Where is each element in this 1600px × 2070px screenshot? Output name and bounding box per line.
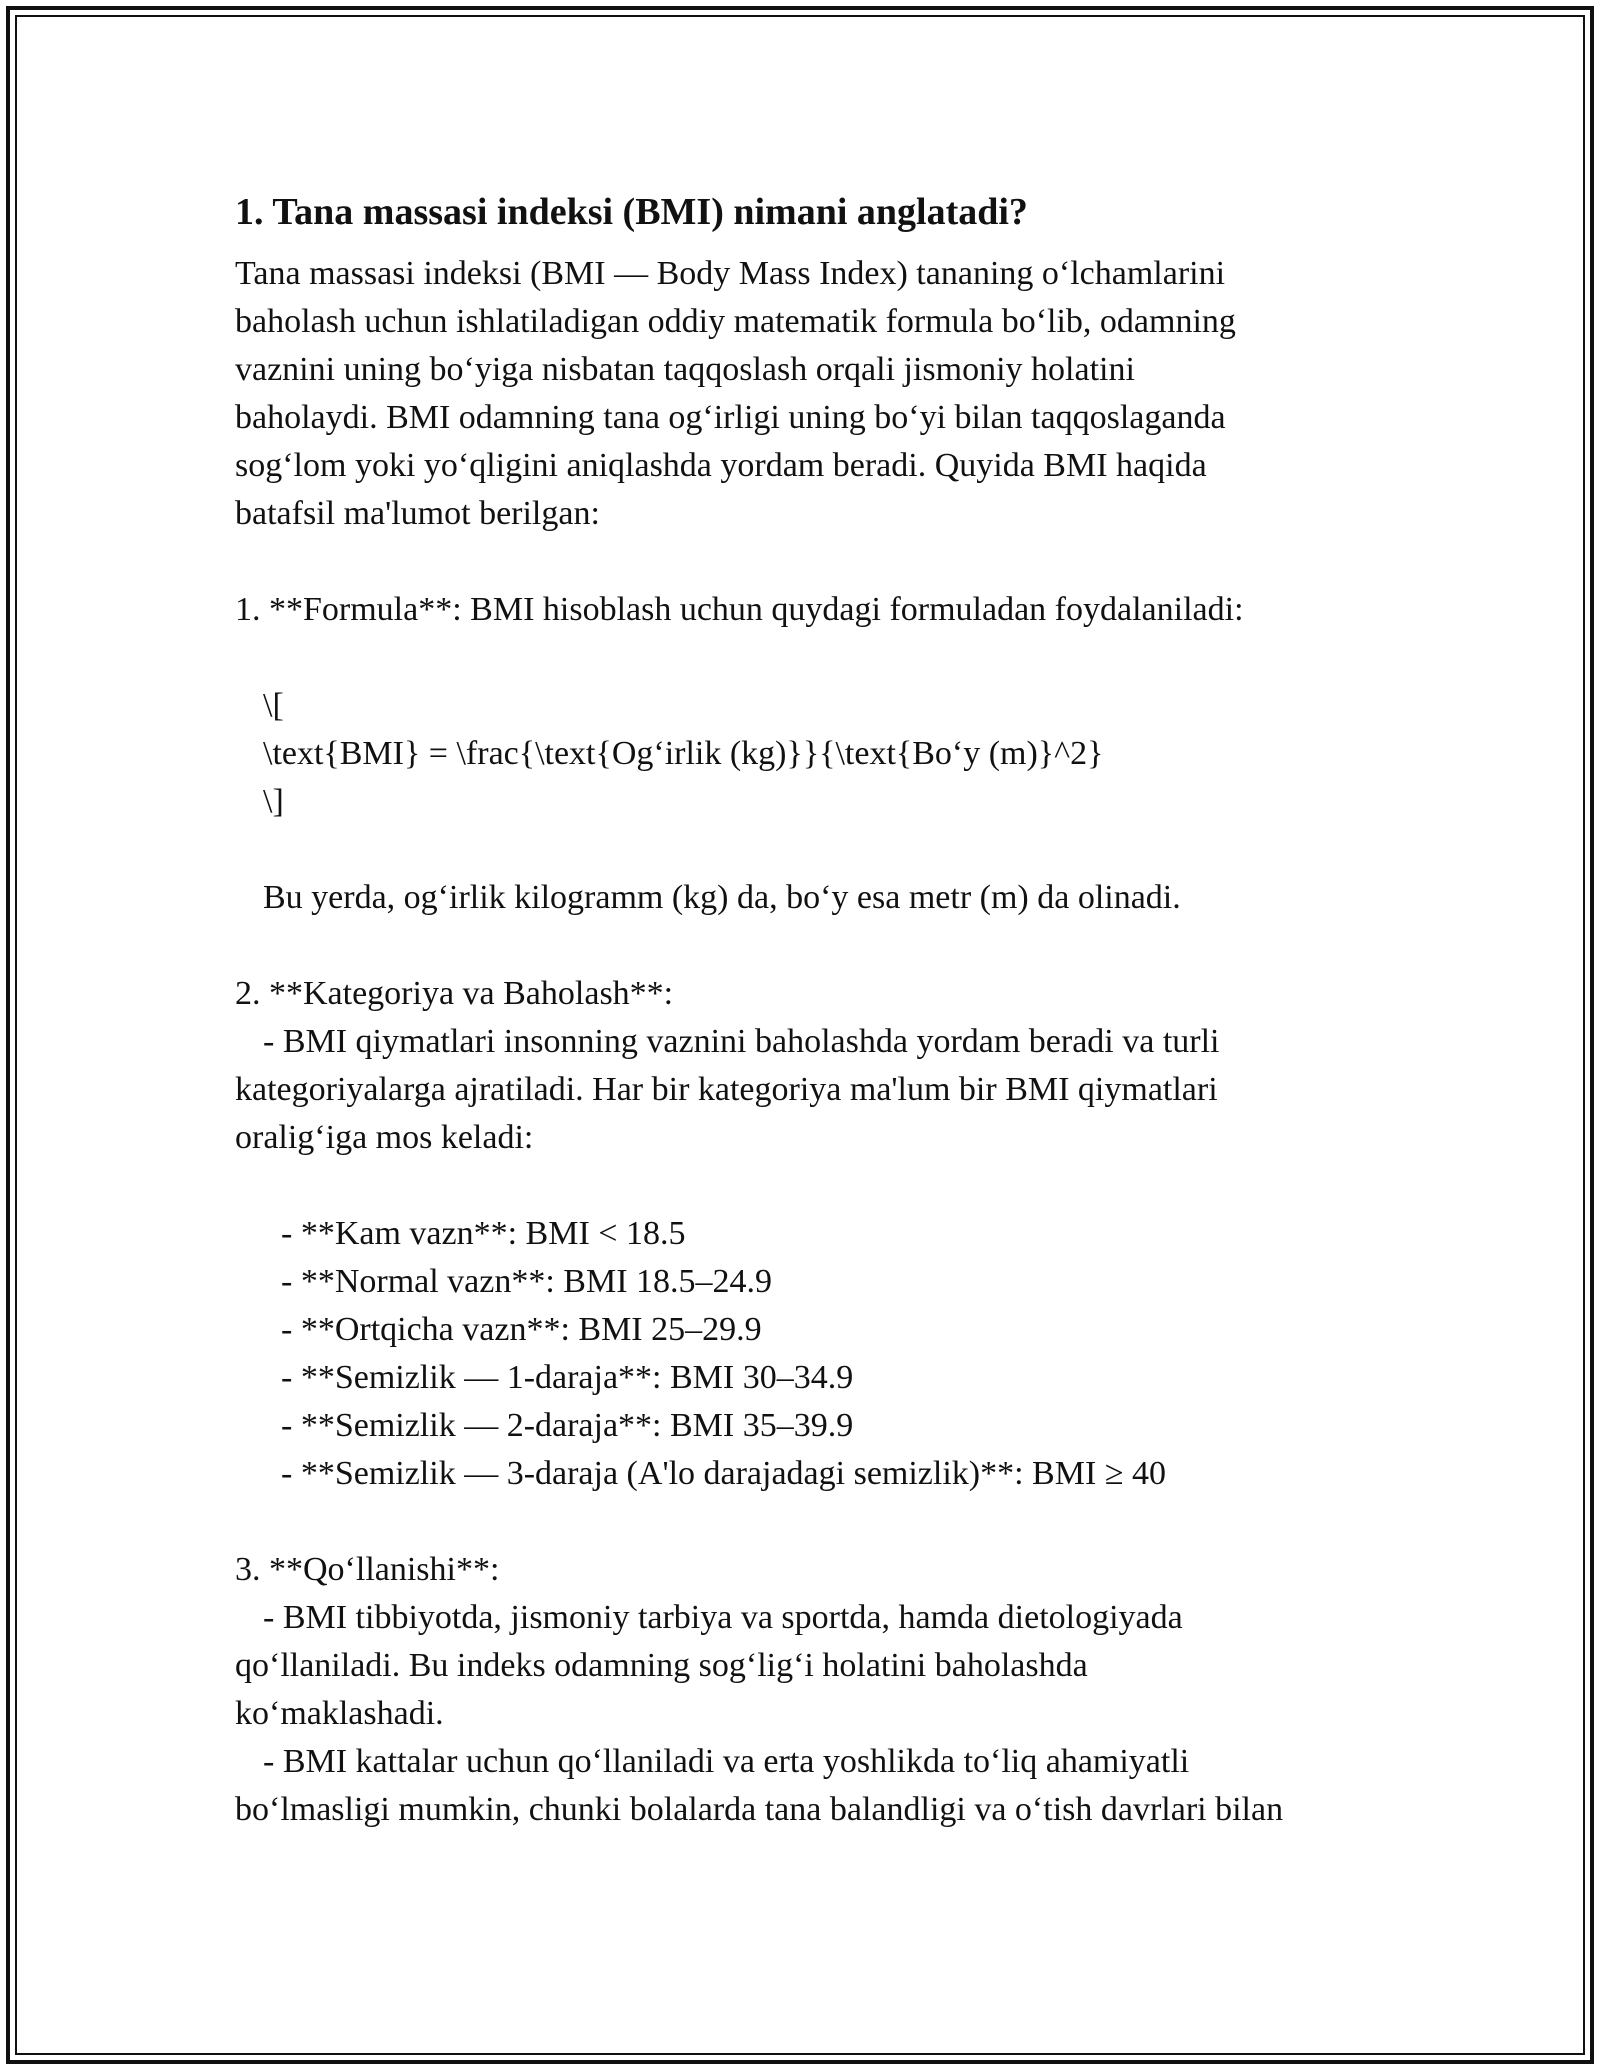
category-item: - **Normal vazn**: BMI 18.5–24.9 [281,1263,773,1300]
category-item: - **Ortqicha vazn**: BMI 25–29.9 [281,1311,762,1348]
intro-line: vaznini uning bo‘yiga nisbatan taqqoslash orqali jismoniy holatini [235,351,1135,388]
formula-open: \[ [263,687,284,724]
intro-paragraph [235,250,1395,538]
spacer [235,538,1395,586]
usage-line: qo‘llaniladi. Bu indeks odamning sog‘lig‘i holatini baholashda [235,1647,1088,1684]
category-item: - **Semizlik — 2-daraja**: BMI 35–39.9 [281,1407,854,1444]
spacer [235,826,1395,874]
usage-line: - BMI tibbiyotda, jismoniy tarbiya va sportda, hamda dietologiyada [263,1599,1183,1636]
category-item: - **Kam vazn**: BMI < 18.5 [281,1215,686,1252]
section-categories-title: 2. **Kategoriya va Baholash**: [235,975,674,1012]
document-body [235,186,1395,1834]
usage-line: ko‘maklashadi. [235,1695,444,1732]
intro-line: Tana massasi indeksi (BMI — Body Mass Index) tananing o‘lchamlarini [235,255,1226,292]
intro-line: sog‘lom yoki yo‘qligini aniqlashda yordam beradi. Quyida BMI haqida [235,447,1207,484]
category-item: - **Semizlik — 3-daraja (A'lo darajadagi semizlik)**: BMI ≥ 40 [281,1455,1166,1492]
section-formula-title: 1. **Formula**: BMI hisoblash uchun quydagi formuladan foydalaniladi: [235,591,1244,628]
categories-desc-line: kategoriyalarga ajratiladi. Har bir kategoriya ma'lum bir BMI qiymatlari [235,1071,1218,1108]
intro-line: batafsil ma'lumot berilgan: [235,495,600,532]
intro-line: baholaydi. BMI odamning tana og‘irligi uning bo‘yi bilan taqqoslaganda [235,399,1226,436]
usage-line: bo‘lmasligi mumkin, chunki bolalarda tana balandligi va o‘tish davrlari bilan [235,1791,1284,1828]
section-categories [235,970,1395,1498]
spacer [235,922,1395,970]
spacer [235,634,1395,682]
formula-close: \] [263,783,284,820]
formula-line: \text{BMI} = \frac{\text{Og‘irlik (kg)}}{\text{Bo‘y (m)}^2} [263,735,1104,772]
category-item: - **Semizlik — 1-daraja**: BMI 30–34.9 [281,1359,854,1396]
categories-desc-line: oralig‘iga mos keladi: [235,1119,534,1156]
section-usage [235,1546,1395,1834]
categories-desc-line: - BMI qiymatlari insonning vaznini baholashda yordam beradi va turli [263,1023,1220,1060]
section-usage-title: 3. **Qo‘llanishi**: [235,1551,500,1588]
formula-note: Bu yerda, og‘irlik kilogramm (kg) da, bo‘y esa metr (m) da olinadi. [263,879,1181,916]
section-formula [235,586,1395,922]
page-title: 1. Tana massasi indeksi (BMI) nimani anglatadi? [235,191,1028,233]
spacer [235,1162,1395,1210]
intro-line: baholash uchun ishlatiladigan oddiy matematik formula bo‘lib, odamning [235,303,1236,340]
spacer [235,1498,1395,1546]
usage-line: - BMI kattalar uchun qo‘llaniladi va erta yoshlikda to‘liq ahamiyatli [263,1743,1190,1780]
